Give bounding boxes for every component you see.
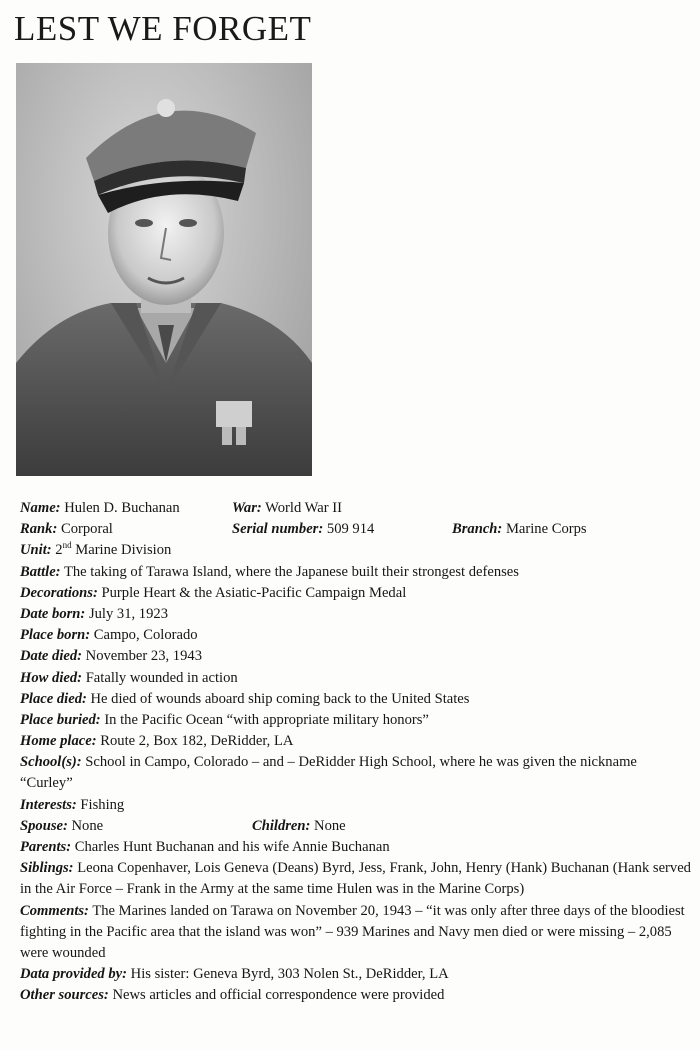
war-label: War: [232,500,262,516]
siblings-label: Siblings: [20,860,74,877]
children-label: Children: [252,817,311,834]
row-place-died [20,689,692,710]
service-record [20,498,692,1007]
date-died-label: Date died: [20,648,83,665]
place-born-value: Campo, Colorado [93,627,198,644]
war-value: World War II [265,500,342,516]
interests-value: Fishing [80,796,125,813]
how-died-value: Fatally wounded in action [85,669,238,686]
row-siblings [20,858,692,900]
place-born-label: Place born: [20,627,91,644]
row-spouse-children [20,816,692,837]
comments-value: The Marines landed on Tarawa on November 20, 1943 – “it was only after three days of the bloodiest fighting in the Pacific area that the island was won” – 939 Marines and Navy men died or were missing – 2,085 were wounded [20,902,685,962]
home-place-label: Home place: [20,733,97,750]
serial-value: 509 914 [326,521,375,538]
parents-value: Charles Hunt Buchanan and his wife Annie Buchanan [74,839,390,856]
row-home-place [20,731,692,752]
unit-ordinal-suffix: nd [62,540,72,551]
other-sources-value: News articles and official correspondence were provided [112,987,445,1004]
row-interests [20,795,692,816]
comments-label: Comments: [20,902,89,919]
row-schools [20,752,692,794]
schools-value: School in Campo, Colorado – and – DeRidder High School, where he was given the nickname “Curley” [20,754,637,792]
row-unit [20,540,692,561]
date-born-value: July 31, 1923 [88,605,168,622]
interests-label: Interests: [20,796,77,813]
battle-label: Battle: [20,563,61,580]
siblings-value: Leona Copenhaver, Lois Geneva (Deans) Byrd, Jess, Frank, John, Henry (Hank) Buchanan (Hank served in the Air Force – Frank in the Army at the same time Hulen was in the Marine Corps) [20,860,691,898]
data-provided-value: His sister: Geneva Byrd, 303 Nolen St., DeRidder, LA [130,966,449,983]
decorations-label: Decorations: [20,584,98,601]
row-parents [20,837,692,858]
row-battle [20,562,692,583]
parents-label: Parents: [20,839,72,856]
serial-label: Serial number: [232,521,324,538]
row-comments [20,901,692,965]
unit-ordinal: 2 [55,542,63,559]
row-place-buried [20,710,692,731]
home-place-value: Route 2, Box 182, DeRidder, LA [100,733,294,750]
place-buried-value: In the Pacific Ocean “with appropriate military honors” [104,711,429,728]
date-died-value: November 23, 1943 [85,648,202,665]
row-other-sources [20,985,692,1006]
row-data-provided [20,964,692,985]
unit-value: Marine Division [75,542,172,559]
spouse-label: Spouse: [20,817,68,834]
place-buried-label: Place buried: [20,711,101,728]
rank-value: Corporal [60,521,113,538]
row-how-died [20,668,692,689]
how-died-label: How died: [20,669,83,686]
place-died-value: He died of wounds aboard ship coming back to the United States [90,690,470,707]
unit-label: Unit: [20,542,52,559]
rank-label: Rank: [20,521,58,538]
row-decorations [20,583,692,604]
schools-label: School(s): [20,754,82,771]
marine-portrait-icon [16,63,312,476]
page-title: LEST WE FORGET [14,9,312,48]
row-place-born [20,625,692,646]
children-value: None [314,817,346,834]
data-provided-label: Data provided by: [20,966,127,983]
row-name-war [20,498,692,519]
row-date-born [20,604,692,625]
date-born-label: Date born: [20,605,86,622]
name-label: Name: [20,500,61,516]
place-died-label: Place died: [20,690,87,707]
battle-value: The taking of Tarawa Island, where the Japanese built their strongest defenses [63,563,519,580]
name-value: Hulen D. Buchanan [64,500,180,516]
row-date-died [20,646,692,667]
decorations-value: Purple Heart & the Asiatic-Pacific Campaign Medal [101,584,407,601]
spouse-value: None [71,817,104,834]
branch-label: Branch: [452,521,503,538]
portrait-photo [16,63,312,476]
branch-value: Marine Corps [505,521,587,538]
row-rank-serial-branch [20,519,692,540]
other-sources-label: Other sources: [20,987,109,1004]
